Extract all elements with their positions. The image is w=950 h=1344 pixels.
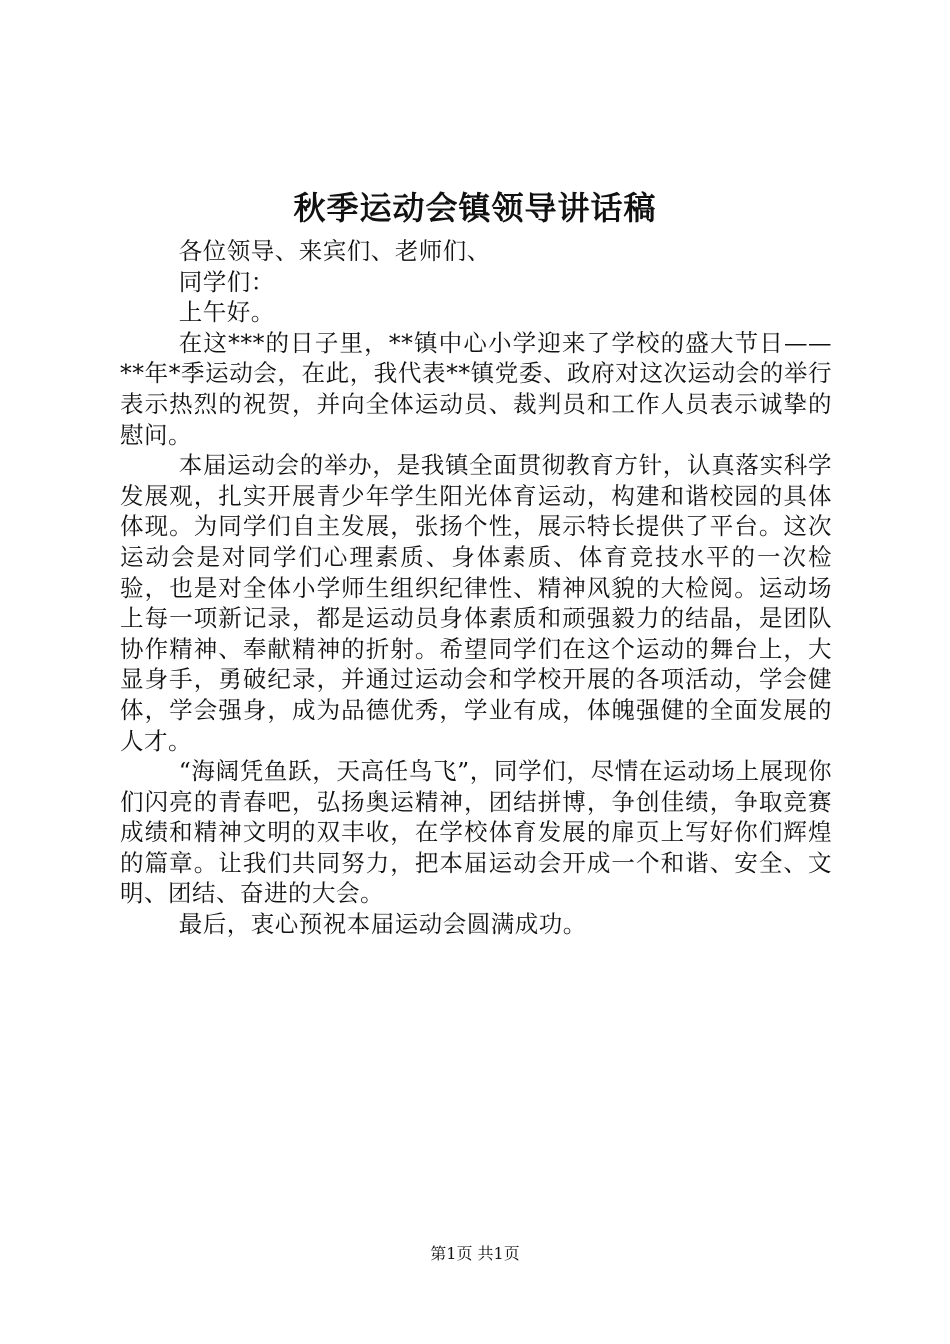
document-title: 秋季运动会镇领导讲话稿 bbox=[293, 189, 657, 227]
document-body bbox=[120, 236, 832, 940]
page-footer: 第1页 共1页 bbox=[430, 1244, 520, 1263]
closing-paragraph: 最后，衷心预祝本届运动会圆满成功。 bbox=[178, 910, 587, 939]
greeting-paragraph: 上午好。 bbox=[178, 298, 275, 327]
body-paragraph: “海阔凭鱼跃，天高任鸟飞”，同学们，尽情在运动场上展现你们闪亮的青春吧，弘扬奥运精神，团结拼博，争创佳绩，争取竞赛成绩和精神文明的双丰收，在学校体育发展的扉页上写好你们辉煌的篇章。让我们共同努力，把本届运动会开成一个和谐、安全、文明、团结、奋进的大会。 bbox=[120, 757, 832, 908]
body-paragraph: 本届运动会的举办，是我镇全面贯彻教育方针，认真落实科学发展观，扎实开展青少年学生阳光体育运动，构建和谐校园的具体体现。为同学们自主发展，张扬个性，展示特长提供了平台。这次运动会是对同学们心理素质、身体素质、体育竞技水平的一次检验，也是对全体小学师生组织纪律性、精神风貌的大检阅。运动场上每一项新记录，都是运动员身体素质和顽强毅力的结晶，是团队协作精神、奉献精神的折射。希望同学们在这个运动的舞台上，大显身手，勇破纪录，并通过运动会和学校开展的各项活动，学会健体，学会强身，成为品德优秀，学业有成，体魄强健的全面发展的人才。 bbox=[120, 451, 832, 755]
greeting-paragraph: 各位领导、来宾们、老师们、 bbox=[178, 237, 491, 265]
greeting-paragraph: 同学们： bbox=[178, 267, 275, 296]
body-paragraph: 在这***的日子里，**镇中心小学迎来了学校的盛大节日——**年*季运动会，在此，我代表**镇党委、政府对这次运动会的举行表示热烈的祝贺，并向全体运动员、裁判员和工作人员表示诚挚的慰问。 bbox=[120, 328, 832, 449]
